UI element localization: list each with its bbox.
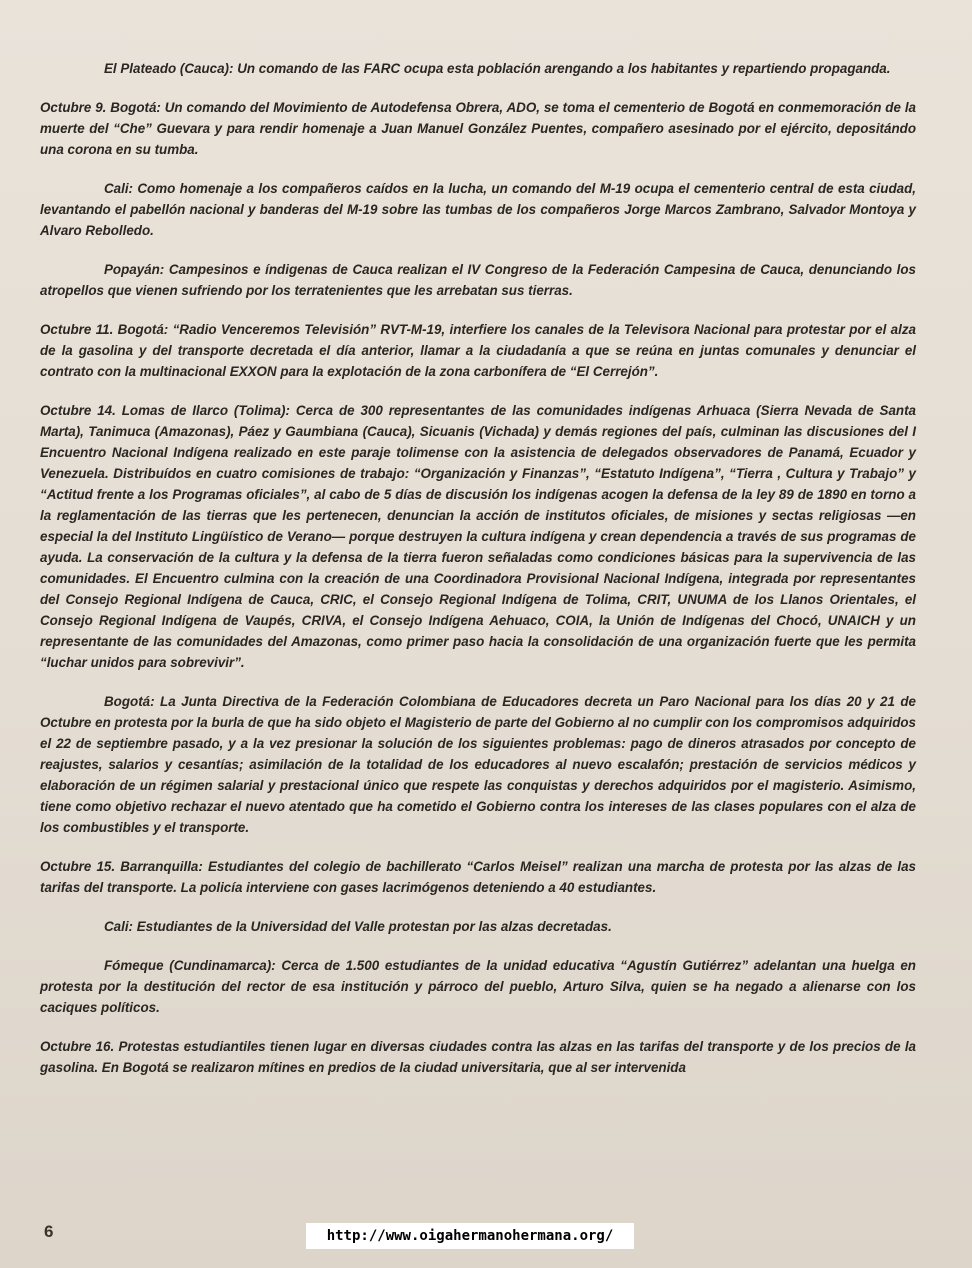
article-body <box>40 58 916 1096</box>
page-number: 6 <box>44 1222 54 1241</box>
paragraph-octubre-9: Octubre 9. Bogotá: Un comando del Movimiento de Autodefensa Obrera, ADO, se toma el cementerio de Bogotá en conmemoración de la muerte del “Che” Guevara y para rendir homenaje a Juan Manuel González Puentes, compañero asesinado por el ejército, depositándo una corona en su tumba. <box>40 100 916 157</box>
paragraph-cali-univalle: Cali: Estudiantes de la Universidad del Valle protestan por las alzas decretadas. <box>104 919 612 934</box>
source-url-link[interactable]: http://www.oigahermanohermana.org/ <box>306 1223 634 1249</box>
paragraph-fomeque: Fómeque (Cundinamarca): Cerca de 1.500 estudiantes de la unidad educativa “Agustín Gutiérrez” adelantan una huelga en protesta por la destitución del rector de esa institución y párroco del pueblo, Arturo Silva, quien se ha negado a alienarse con los caciques políticos. <box>40 958 916 1015</box>
paragraph-cali-m19: Cali: Como homenaje a los compañeros caídos en la lucha, un comando del M-19 ocupa el cementerio central de esta ciudad, levantando el pabellón nacional y banderas del M-19 sobre las tumbas de los compañeros Jorge Marcos Zambrano, Salvador Montoya y Alvaro Rebolledo. <box>40 181 916 238</box>
paragraph-bogota-educadores: Bogotá: La Junta Directiva de la Federación Colombiana de Educadores decreta un Paro Nacional para los días 20 y 21 de Octubre en protesta por la burla de que ha sido objeto el Magisterio de parte del Gobierno al no cumplir con los compromisos adquiridos el 22 de septiembre pasado, y a la vez presionar la solución de los siguientes problemas: pago de dineros atrasados por concepto de reajustes, salarios y cesantías; asimilación de la totalidad de los educadores al nuevo escalafón; prestación de servicios médicos y elaboración de un régimen salarial y prestacional único que respete las conquistas y derechos adquiridos por el magisterio. Asimismo, tiene como objetivo rechazar el nuevo atentado que ha cometido el Gobierno contra los intereses de las clases populares con el alza de los combustibles y el transporte. <box>40 694 916 835</box>
paragraph-octubre-14: Octubre 14. Lomas de Ilarco (Tolima): Cerca de 300 representantes de las comunidades indígenas Arhuaca (Sierra Nevada de Santa Marta), Tanimuca (Amazonas), Páez y Gaumbiana (Cauca), Sicuanis (Vichada) y demás regiones del país, culminan las discusiones del I Encuentro Nacional Indígena realizado en este paraje tolimense con la asistencia de delegados observadores de Panamá, Ecuador y Venezuela. Distribuídos en cuatro comisiones de trabajo: “Organización y Finanzas”, “Estatuto Indígena”, “Tierra , Cultura y Trabajo” y “Actitud frente a los Programas oficiales”, al cabo de 5 días de discusión los indígenas acogen la defensa de la ley 89 de 1890 en torno a la reglamentación de las tierras que les pertenecen, denuncian la acción de institutos oficiales, de misiones y sectas religiosas —en especial la del Instituto Lingüístico de Verano— porque destruyen la cultura indígena y crean dependencia a través de sus programas de ayuda. La conservación de la cultura y la defensa de la tierra fueron señaladas como condiciones básicas para la supervivencia de las comunidades. El Encuentro culmina con la creación de una Coordinadora Provisional Nacional Indígena, integrada por representantes del Consejo Regional Indígena de Cauca, CRIC, el Consejo Regional Indígena de Tolima, CRIT, UNUMA de los Llanos Orientales, el Consejo Regional Indígena de Vaupés, CRIVA, el Consejo Indígena Aehuaco, COIA, la Unión de Indígenas del Chocó, UNAICH y un representante de las comunidades del Amazonas, como primer paso hacia la consolidación de una organización fuerte que les permita “luchar unidos para sobrevivir”. <box>40 403 916 670</box>
paragraph-octubre-16: Octubre 16. Protestas estudiantiles tienen lugar en diversas ciudades contra las alzas en las tarifas del transporte y de los precios de la gasolina. En Bogotá se realizaron mítines en predios de la ciudad universitaria, que al ser intervenida <box>40 1039 916 1075</box>
paragraph-el-plateado: El Plateado (Cauca): Un comando de las FARC ocupa esta población arengando a los habitantes y repartiendo propaganda. <box>104 61 891 76</box>
paragraph-octubre-15: Octubre 15. Barranquilla: Estudiantes del colegio de bachillerato “Carlos Meisel” realizan una marcha de protesta por las alzas de las tarifas del transporte. La policía interviene con gases lacrimógenos deteniendo a 40 estudiantes. <box>40 859 916 895</box>
paragraph-popayan: Popayán: Campesinos e índigenas de Cauca realizan el IV Congreso de la Federación Campesina de Cauca, denunciando los atropellos que vienen sufriendo por los terratenientes que les arrebatan sus tierras. <box>40 262 916 298</box>
paragraph-octubre-11: Octubre 11. Bogotá: “Radio Venceremos Televisión” RVT-M-19, interfiere los canales de la Televisora Nacional para protestar por el alza de la gasolina y del transporte decretada el día anterior, llamar a la ciudadanía a que se reúna en juntas comunales y denunciar el contrato con la multinacional EXXON para la explotación de la zona carbonífera de “El Cerrejón”. <box>40 322 916 379</box>
